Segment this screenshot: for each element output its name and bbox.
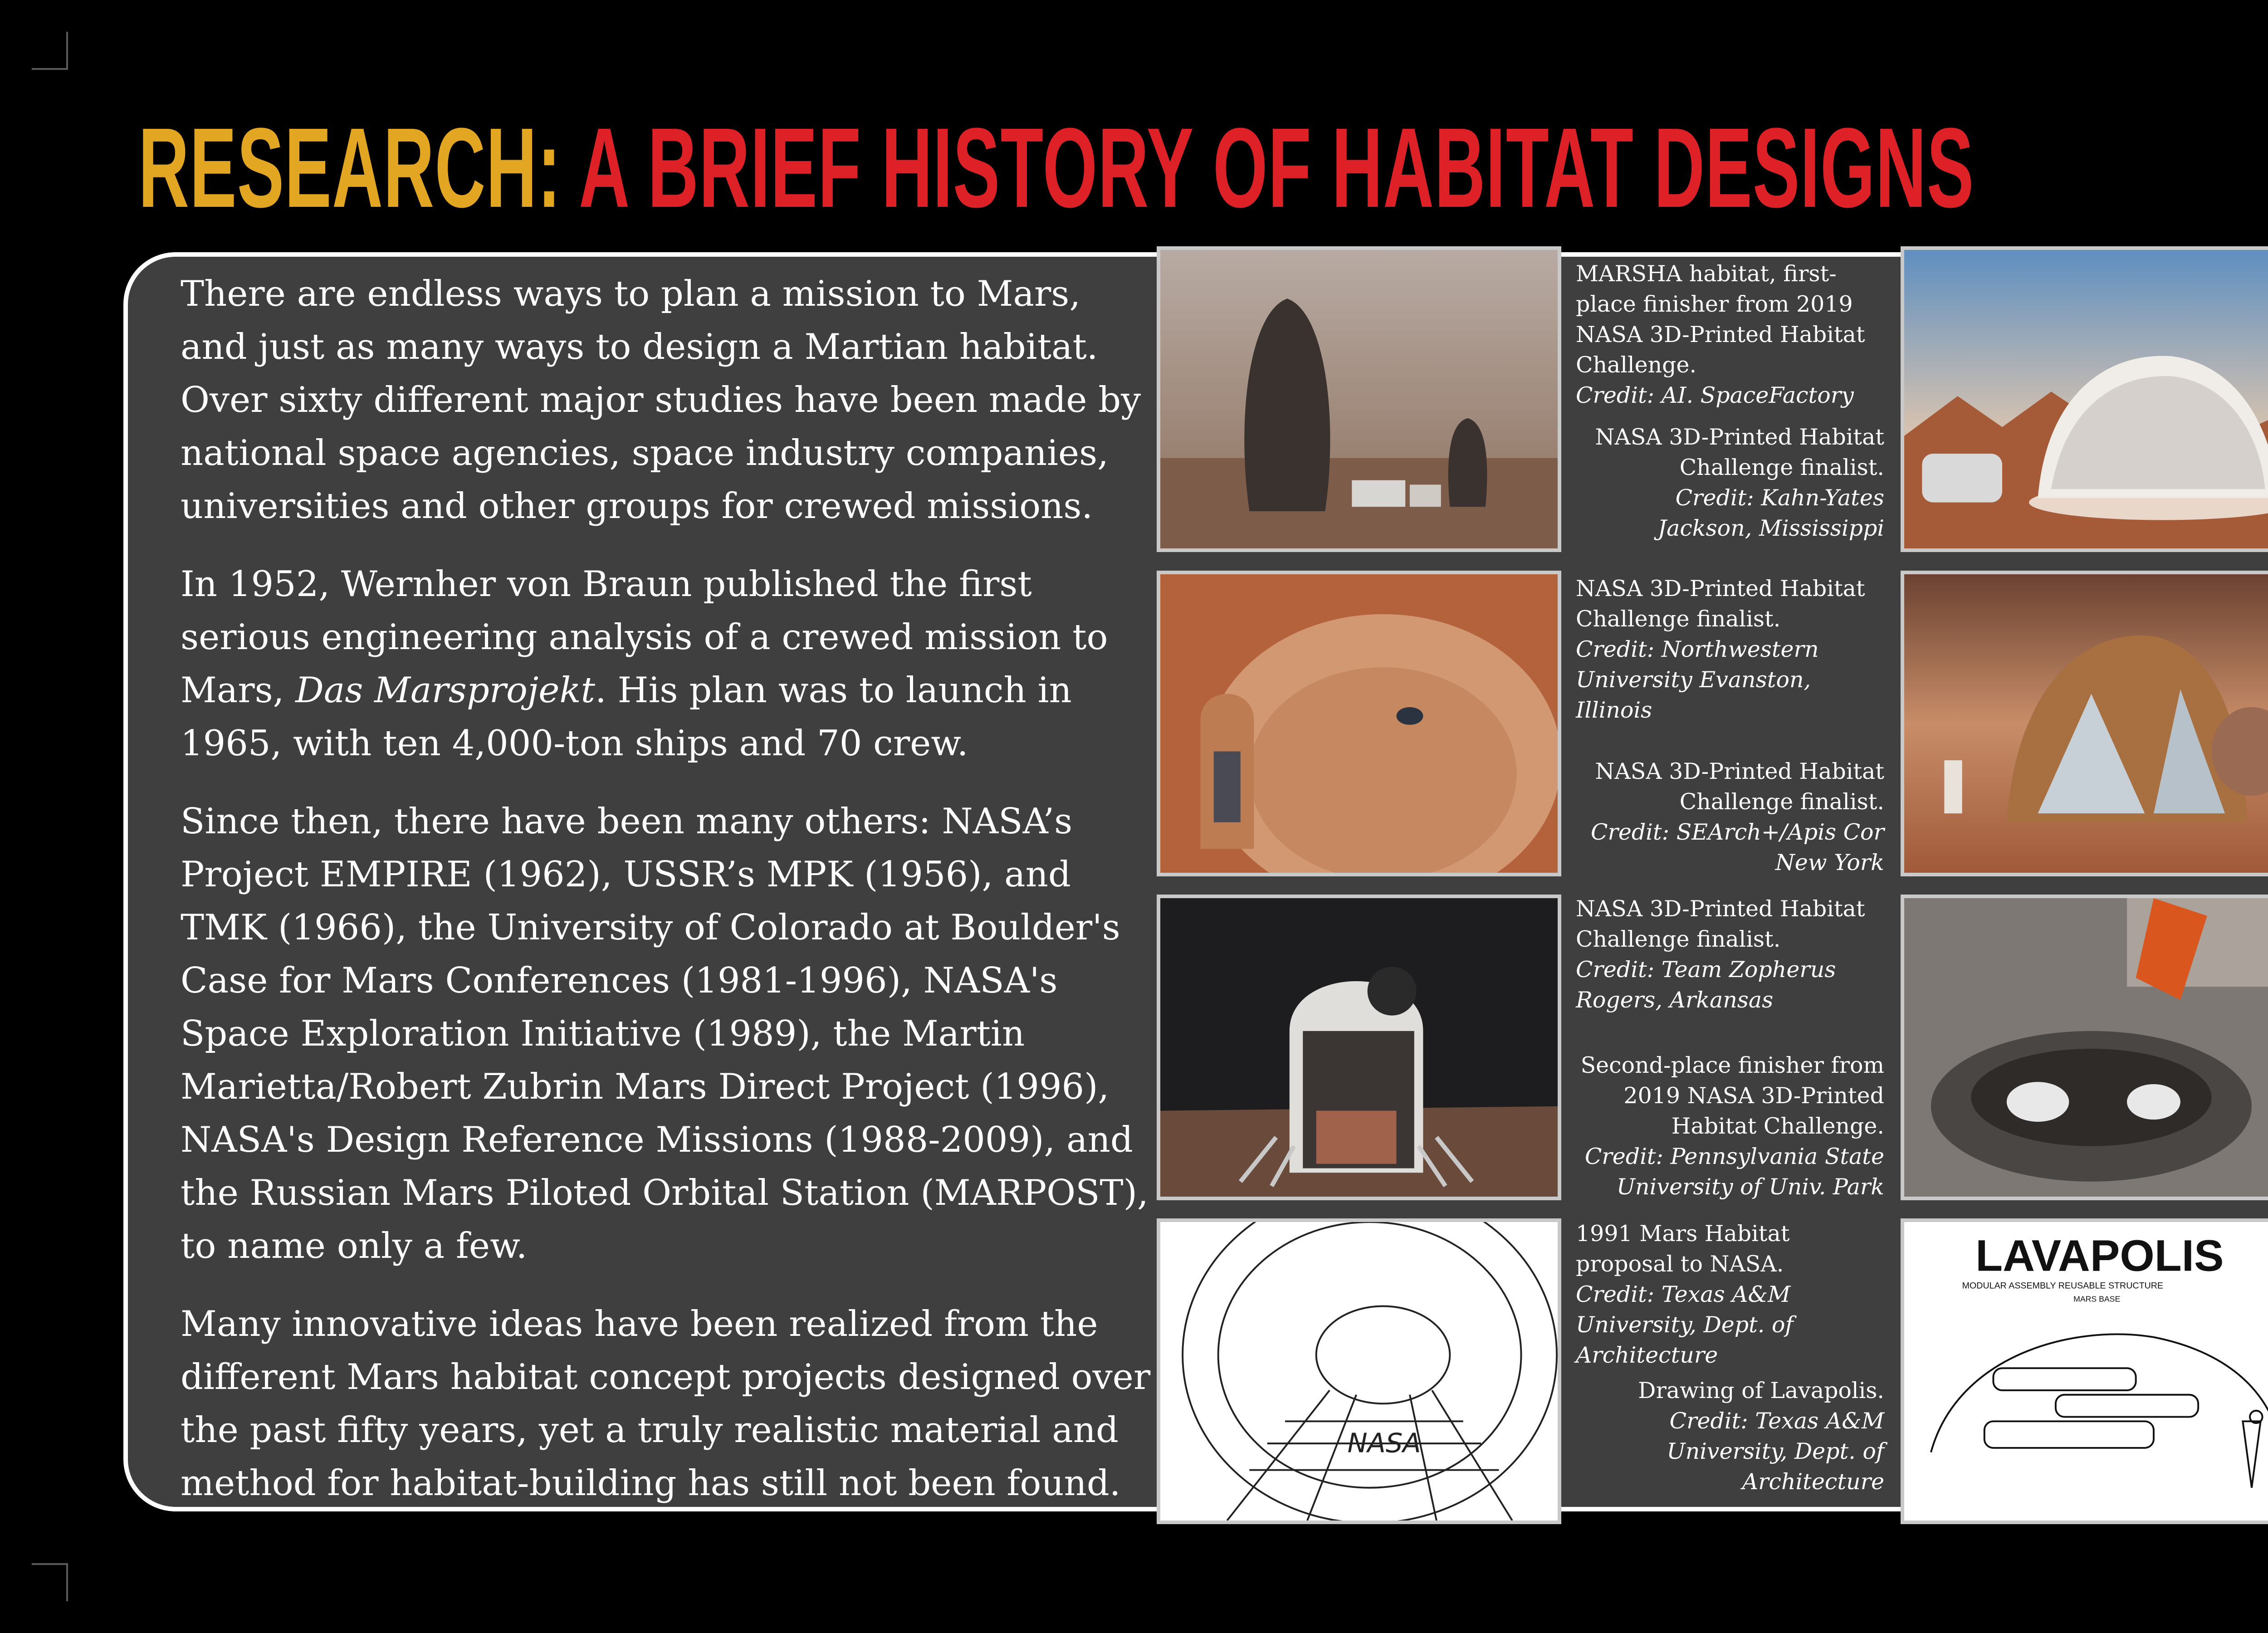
caption-marsha: MARSHA habitat, first-place finisher from 2019 NASA 3D-Printed Habitat Challenge. Credit: AI. SpaceFactory — [1576, 261, 1865, 408]
caption-kahn-yates: NASA 3D-Printed Habitat Challenge finalist. Credit: Kahn-Yates Jackson, Mississippi — [1595, 424, 1884, 541]
paragraph-text: In 1952, Wernher von Braun published the first serious engineering analysis of a crewed mission to Mars, — [181, 564, 1108, 711]
caption-zopherus: NASA 3D-Printed Habitat Challenge finalist. Credit: Team Zopherus Rogers, Arkansas — [1576, 896, 1865, 1013]
crop-mark — [66, 1563, 68, 1601]
caption-northwestern: NASA 3D-Printed Habitat Challenge finalist. Credit: Northwestern University Evanston, Illinois — [1576, 576, 1865, 723]
zopherus-habitat-image — [1157, 895, 1561, 1200]
marsha-habitat-image — [1157, 246, 1561, 552]
crop-mark — [32, 1563, 68, 1565]
lavapolis-subtitle: MODULAR ASSEMBLY REUSABLE STRUCTURE — [1962, 1281, 2164, 1291]
paragraph — [181, 558, 1151, 770]
paragraph — [181, 1298, 1151, 1510]
page-title — [138, 100, 1974, 236]
paragraph-text: Many innovative ideas have been realized from the different Mars habitat concept projects designed over the past fifty years, yet a truly realistic material and method for habitat-building has still not been found. — [181, 1304, 1151, 1504]
lavapolis-drawing-image — [1901, 1218, 2268, 1524]
caption-lavapolis: Drawing of Lavapolis. Credit: Texas A&M University, Dept. of Architecture — [1638, 1378, 1884, 1495]
caption-1991-habitat: 1991 Mars Habitat proposal to NASA. Credit: Texas A&M University, Dept. of Architecture — [1576, 1221, 1794, 1368]
paragraph — [181, 268, 1151, 533]
caption-penn-state: Second-place finisher from 2019 NASA 3D-Printed Habitat Challenge. Credit: Pennsylvania State University of Univ. Park — [1580, 1052, 1884, 1200]
paragraph-text: . His plan was to launch in 1965, with ten 4,000-ton ships and 70 crew. — [181, 670, 1072, 764]
crop-mark — [66, 32, 68, 70]
sketch-label: NASA — [1347, 1427, 1421, 1459]
lavapolis-title: LAVAPOLIS — [1975, 1230, 2224, 1281]
northwestern-habitat-image — [1157, 571, 1561, 876]
penn-state-habitat-image — [1901, 895, 2268, 1200]
paragraph-text: Since then, there have been many others: NASA’s Project EMPIRE (1962), USSR’s MPK (1956), and TMK (1966), the University of Colorado at Boulder's Case for Mars Conferences (1981-1996), NASA's Space Exploration Initiative (1989), the Martin Marietta/Robert Zubrin Mars Direct Project (1996), NASA's Design Reference Missions (1988-2009), and the Russian Mars Piloted Orbital Station (MARPOST), to name only a few. — [181, 801, 1149, 1266]
paragraph-text: There are endless ways to plan a mission to Mars, and just as many ways to design a Martian habitat. Over sixty different major studies have been made by national space agencies, space industry companies, universities and other groups for crewed missions. — [181, 274, 1141, 527]
title-text: A BRIEF HISTORY OF HABITAT DESIGNS — [579, 104, 1975, 231]
title-label: RESEARCH: — [138, 104, 562, 231]
lavapolis-subtitle2: MARS BASE — [2073, 1294, 2121, 1304]
search-apis-cor-habitat-image — [1901, 571, 2268, 876]
book-title: Das Marsprojekt — [295, 670, 595, 711]
paragraph — [181, 795, 1151, 1273]
caption-search-apis-cor: NASA 3D-Printed Habitat Challenge finalist. Credit: SEArch+/Apis Cor New York — [1590, 758, 1884, 875]
1991-habitat-sketch-image — [1157, 1218, 1561, 1524]
crop-mark — [32, 68, 68, 70]
body-text — [181, 268, 1151, 1535]
kahn-yates-habitat-image — [1901, 246, 2268, 552]
